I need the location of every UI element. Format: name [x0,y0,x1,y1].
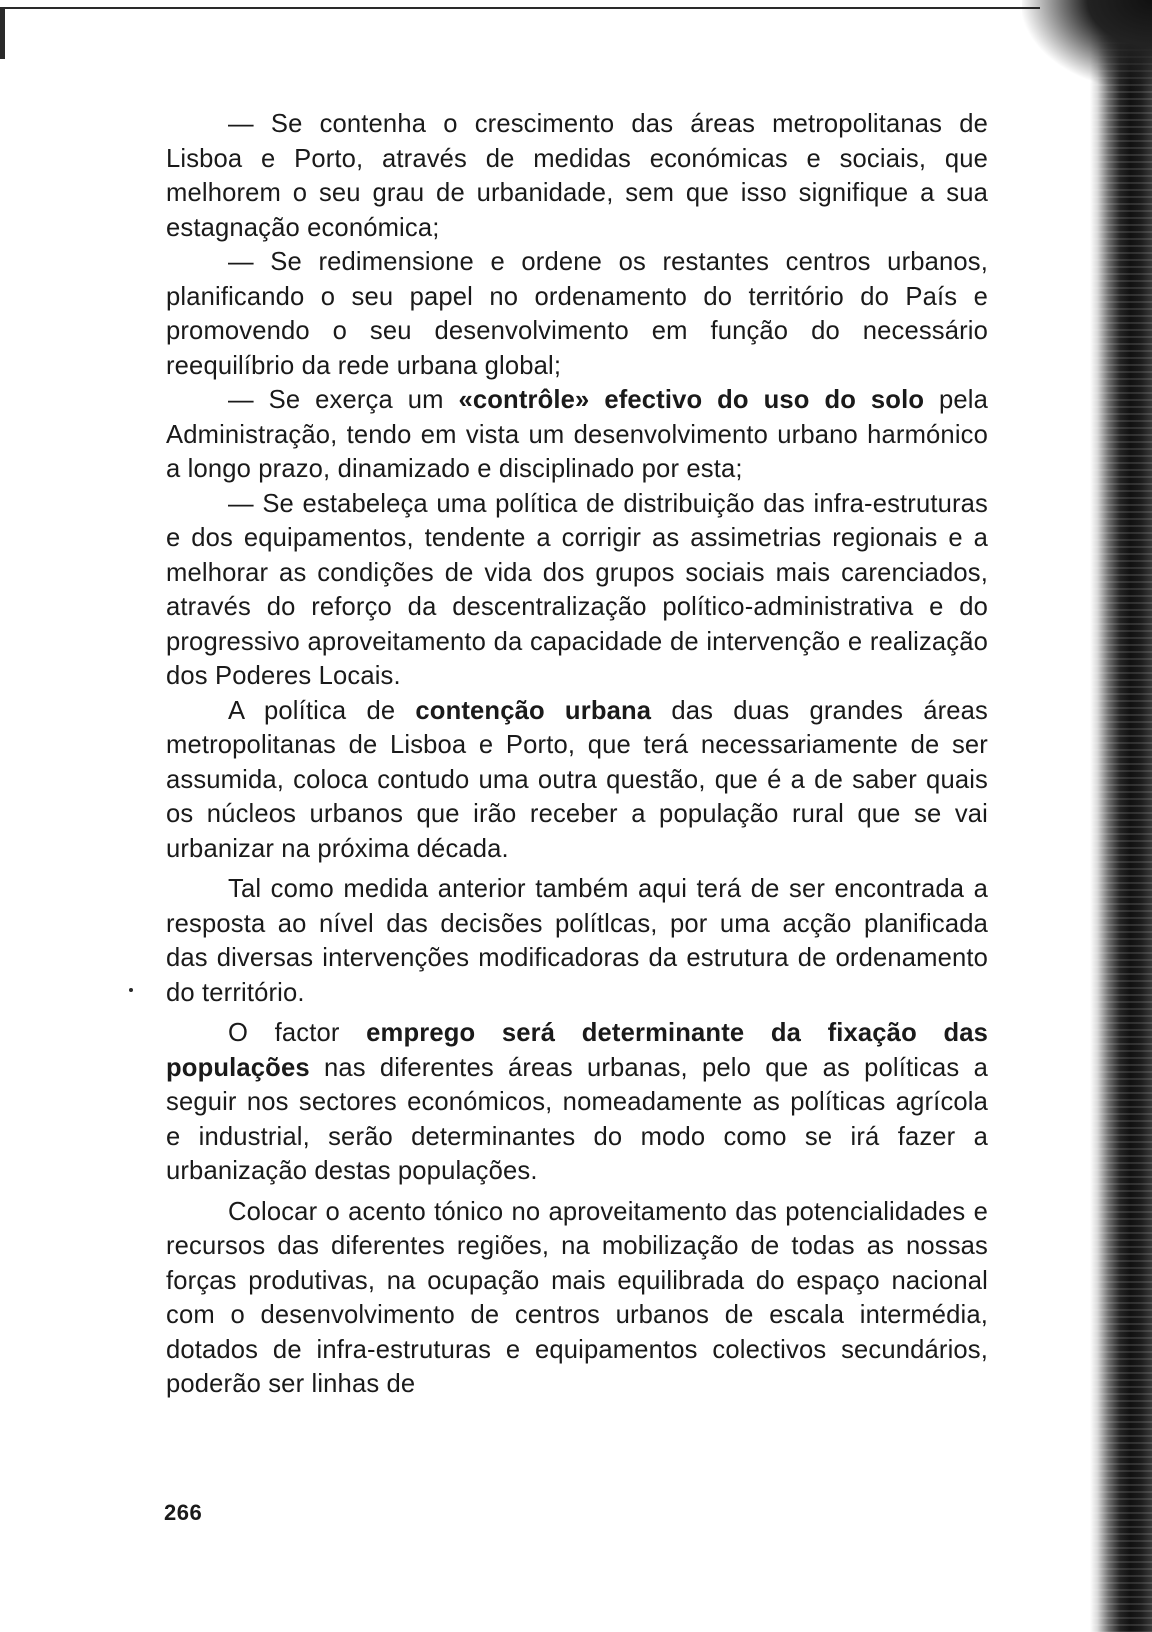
paragraph-7 [166,1016,988,1189]
paragraph-3-text-a: — Se exerça um [228,386,459,414]
paragraph-2 [166,245,988,383]
stray-mark [129,988,133,992]
body-text [166,107,988,1402]
paragraph-6 [166,872,988,1010]
page-corner-mark [0,7,5,59]
paragraph-6-text: Tal como medida anterior também aqui terá de ser encontrada a resposta ao nível das decisões polítlcas, por uma acção planificada das diversas intervenções modificadoras da estrutura de ordenamento do território. [166,875,988,1007]
paragraph-5 [166,694,988,867]
book-binding-corner-shadow [1022,0,1152,90]
top-rule [0,7,1040,9]
paragraph-2-text: — Se redimensione e ordene os restantes centros urbanos, planificando o seu papel no ordenamento do território do País e promovendo o seu desenvolvimento em função do necessário reequilíbrio da rede urbana global; [166,248,988,380]
paragraph-7-emphasis: emprego será determinante da fixação das populações [166,1019,988,1082]
paragraph-5-text-a: A política de [228,696,416,725]
paragraph-3-text-b: pela Administração, tendo em vista um desenvolvimento urbano harmónico a longo prazo, dinamizado e disciplinado por esta; [166,386,989,483]
paragraph-5-text-b: das duas grandes áreas metropolitanas de Lisboa e Porto, que terá necessariamente de ser assumida, coloca contudo uma outra questão, que é a de saber quais os núcleos urbanos que irão receber a população rural que se vai urbanizar na próxima década. [166,696,988,863]
paragraph-8 [166,1195,988,1402]
paragraph-3-emphasis: «contrôle» efectivo do uso do solo [458,386,925,414]
paragraph-4 [166,487,988,694]
paragraph-5-emphasis: contenção urbana [415,696,652,725]
paragraph-1-text: — Se contenha o crescimento das áreas metropolitanas de Lisboa e Porto, através de medidas económicas e sociais, que melhorem o seu grau de urbanidade, sem que isso signifique a sua estagnação económica; [166,110,988,242]
paragraph-3 [166,383,988,487]
paragraph-4-text: — Se estabeleça uma política de distribuição das infra-estruturas e dos equipamentos, tendente a corrigir as assimetrias regionais e a melhorar as condições de vida dos grupos sociais mais carenciados, através do reforço da descentralização político-administrativa e do progressivo aproveitamento da capacidade de intervenção e realização dos Poderes Locais. [166,489,988,690]
paragraph-8-text: Colocar o acento tónico no aproveitamento das potencialidades e recursos das diferentes regiões, na mobilização de todas as nossas forças produtivas, na ocupação mais equilibrada do espaço nacional com o desenvolvimento de centros urbanos de escala intermédia, dotados de infra-estruturas e equipamentos colectivos secundários, poderão ser linhas de [166,1197,988,1398]
page-number: 266 [164,1500,203,1525]
paragraph-1 [166,107,988,245]
book-binding-shadow [1090,0,1152,1632]
paragraph-7-text-a: O factor [228,1019,367,1047]
paragraph-7-text-b: nas diferentes áreas urbanas, pelo que as políticas a seguir nos sectores económicos, nomeadamente as políticas agrícola e industrial, serão determinantes do modo como se irá fazer a urbanização destas populações. [166,1053,988,1185]
